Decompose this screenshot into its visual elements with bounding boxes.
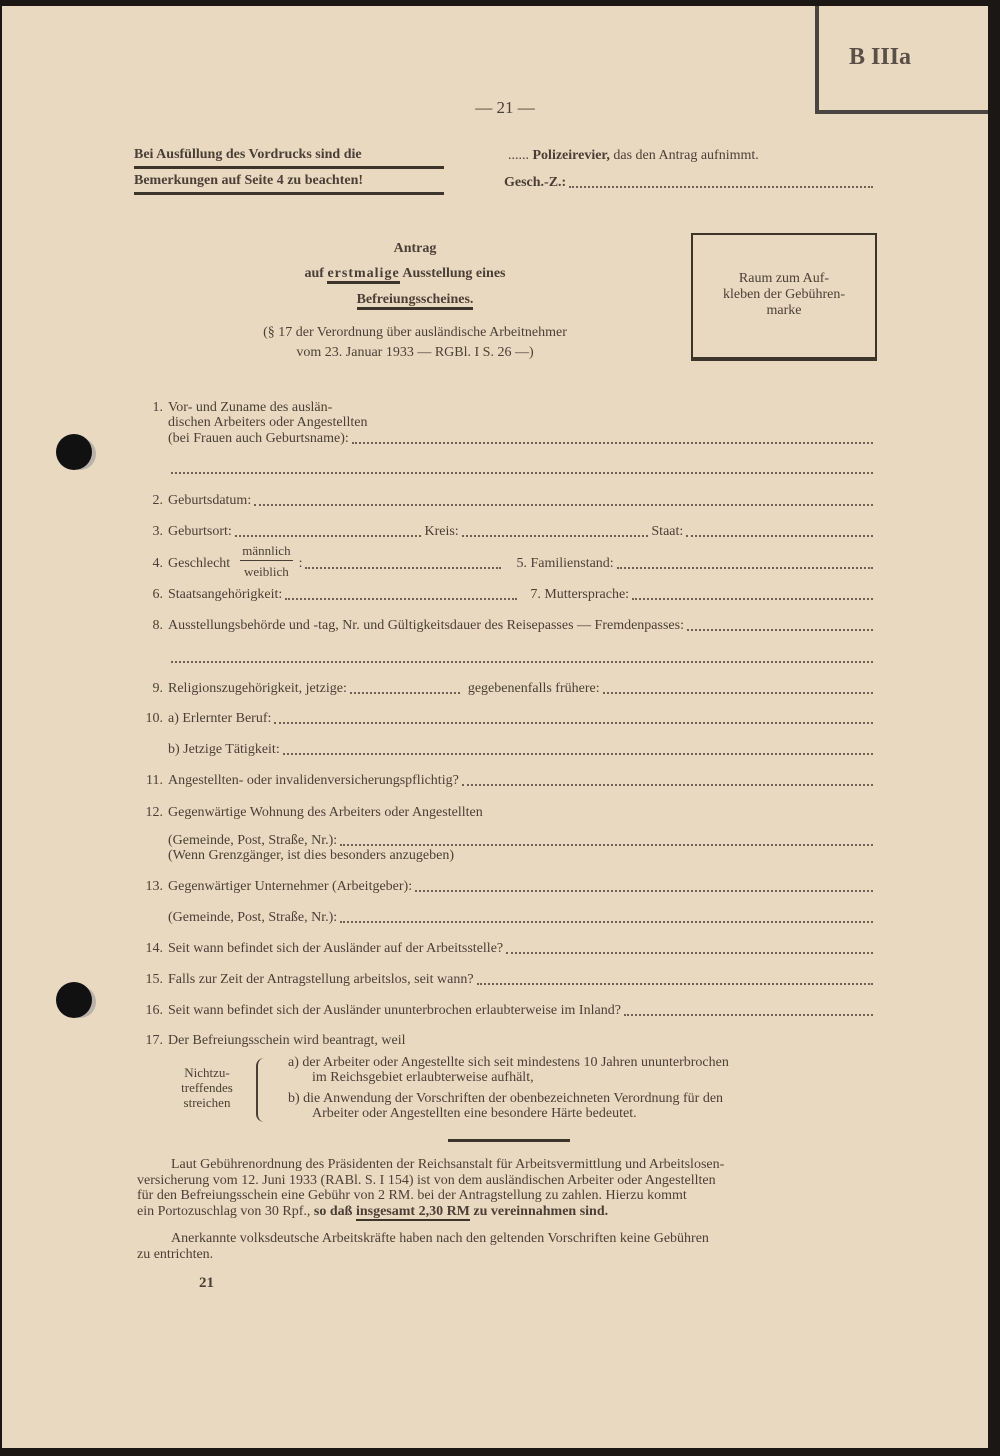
item-1-name-field-cont[interactable]: [135, 459, 876, 477]
label-text: Familienstand:: [530, 556, 614, 571]
text-line: Nichtzu-: [184, 1065, 230, 1080]
item-13-address-field[interactable]: [135, 908, 876, 926]
item-4-5-row[interactable]: [135, 543, 876, 579]
label-text: 7.: [530, 587, 541, 602]
item-number: 11.: [146, 773, 163, 788]
item-number: 15.: [145, 972, 163, 987]
corner-label-box: [815, 6, 988, 114]
label-text: Der Befreiungsschein wird beantragt, weil: [168, 1033, 406, 1048]
item-9-religion-field[interactable]: [135, 679, 876, 697]
label-text: Geschlecht: [168, 556, 231, 571]
corner-label: B IIIa: [849, 44, 912, 70]
police-station-line: [508, 146, 876, 164]
label-text: Polizeirevier,: [532, 148, 610, 163]
label-text: Muttersprache:: [544, 587, 630, 602]
item-3-birthplace-field[interactable]: [135, 522, 876, 540]
item-number: 8.: [152, 618, 163, 633]
label-text: Gegenwärtige Wohnung des Arbeiters oder Angestellten: [168, 805, 483, 820]
label-text: weiblich: [244, 564, 289, 579]
label-text: Gegenwärtiger Unternehmer (Arbeitgeber):: [168, 879, 413, 894]
dotted-fill-line: [477, 983, 873, 985]
dotted-fill-line: [340, 921, 873, 923]
title-line-1: Antrag: [393, 241, 437, 256]
dotted-fill-line: [283, 753, 873, 755]
label-text: Seit wann befindet sich der Ausländer ununterbrochen erlaubterweise im Inland?: [168, 1003, 621, 1018]
label-text: das den Antrag aufnimmt.: [613, 148, 759, 163]
label-text: b) Jetzige Tätigkeit:: [168, 742, 280, 757]
label-text: gegebenenfalls frühere:: [467, 681, 600, 696]
item-12-note: [135, 846, 876, 864]
dotted-fill-line: [687, 629, 873, 631]
dotted-fill-line: [617, 567, 873, 569]
item-number: 2.: [152, 493, 163, 508]
label-text: (Gemeinde, Post, Straße, Nr.):: [168, 833, 338, 848]
text-line: im Reichsgebiet erlaubterweise aufhält,: [312, 1070, 534, 1085]
item-15-field[interactable]: [135, 970, 876, 988]
label-text: Befreiungsscheines.: [357, 292, 474, 310]
label-text: Kreis:: [424, 524, 459, 539]
text-line: versicherung vom 12. Juni 1933 (RABl. S. I 154) ist von dem ausländischen Arbeiter oder Angestellten: [137, 1172, 716, 1188]
label-text: Staatsangehörigkeit:: [168, 587, 283, 602]
item-number: 4.: [152, 556, 163, 571]
text-line: Arbeiter oder Angestellten eine besondere Härte bedeutet.: [312, 1106, 637, 1121]
item-6-7-row[interactable]: [135, 585, 876, 603]
item-10a-profession-field[interactable]: [135, 709, 876, 727]
item-17-label: [135, 1031, 876, 1049]
label-text: Falls zur Zeit der Antragstellung arbeitslos, seit wann?: [168, 972, 474, 987]
text-line: Raum zum Auf-: [738, 271, 830, 286]
label-text: so daß: [313, 1203, 353, 1219]
label-text: dischen Arbeiters oder Angestellten: [168, 415, 368, 430]
page-number-top: — 21 —: [475, 98, 535, 117]
label-text: Geburtsort:: [168, 524, 232, 539]
brace-icon: [256, 1058, 266, 1122]
dotted-fill-line: [274, 722, 873, 724]
text-line: treffendes: [181, 1080, 233, 1095]
option-b[interactable]: [288, 1091, 880, 1121]
text-line: [137, 1204, 880, 1220]
dotted-fill-line: [632, 598, 873, 600]
fee-stamp-box: [691, 233, 877, 361]
text-line: für den Befreiungsschein eine Gebühr von 2 RM. bei der Antragstellung zu zahlen. Hierzu kommt: [137, 1188, 687, 1203]
label-text: auf: [304, 266, 324, 281]
item-1-name-field[interactable]: [135, 429, 876, 447]
item-13-employer-field[interactable]: [135, 877, 876, 895]
dotted-fill-line: [603, 692, 873, 694]
dotted-fill-line: [686, 535, 873, 537]
dotted-fill-line: [350, 692, 460, 694]
text-line: streichen: [183, 1095, 231, 1110]
notice-line-2: Bemerkungen auf Seite 4 zu beachten!: [134, 173, 444, 195]
label-text: a) Erlernter Beruf:: [168, 711, 272, 726]
dotted-fill-line: [506, 952, 873, 954]
item-number: 3.: [152, 524, 163, 539]
title-line-3: [310, 292, 520, 308]
label-text: (bei Frauen auch Geburtsname):: [168, 431, 349, 446]
divider: [448, 1139, 570, 1142]
label-text: insgesamt 2,30 RM: [355, 1203, 470, 1219]
label-text: 5.: [516, 556, 527, 571]
sex-options: [240, 543, 292, 579]
item-16-field[interactable]: [135, 1001, 876, 1019]
text-line: Laut Gebührenordnung des Präsidenten der Reichsanstalt für Arbeitsvermittlung und Arbeitslosen-: [171, 1157, 725, 1172]
text-line: kleben der Gebühren-: [722, 287, 846, 302]
item-number: 13.: [145, 879, 163, 894]
text-line: a) der Arbeiter oder Angestellte sich seit mindestens 10 Jahren ununterbrochen: [288, 1055, 729, 1070]
item-2-birthdate-field[interactable]: [135, 491, 876, 509]
item-number: 6.: [152, 587, 163, 602]
item-number: 16.: [145, 1003, 163, 1018]
label-text: Religionszugehörigkeit, jetzige:: [168, 681, 347, 696]
title-line-2: [240, 266, 570, 282]
strike-instruction: [165, 1065, 249, 1110]
label-text: erstmalige: [327, 266, 399, 284]
punch-hole: [56, 434, 92, 470]
fee-paragraph: [137, 1157, 880, 1219]
dotted-fill-line: [624, 1014, 873, 1016]
item-10b-occupation-field[interactable]: [135, 740, 876, 758]
label-text: Staat:: [651, 524, 684, 539]
item-11-insurance-field[interactable]: [135, 771, 876, 789]
item-number: 10.: [145, 711, 163, 726]
dotted-fill-line: [415, 890, 873, 892]
notice-line-1: Bei Ausfüllung des Vordrucks sind die: [134, 147, 444, 169]
dotted-fill-line: [171, 661, 873, 663]
legal-reference-2: vom 23. Januar 1933 — RGBl. I S. 26 —): [296, 345, 534, 360]
label-text: (Gemeinde, Post, Straße, Nr.):: [168, 910, 338, 925]
dotted-fill-line: [462, 784, 873, 786]
dotted-fill-line: [352, 442, 873, 444]
label-text: (Wenn Grenzgänger, ist dies besonders anzugeben): [168, 848, 454, 863]
label-text: männlich: [240, 543, 292, 561]
dotted-fill-line: [569, 186, 873, 188]
dotted-fill-line: [305, 567, 501, 569]
label-text: zu vereinnahmen sind.: [473, 1203, 609, 1219]
label-text: Vor- und Zuname des auslän-: [168, 400, 333, 415]
label-text: Seit wann befindet sich der Ausländer auf der Arbeitsstelle?: [168, 941, 504, 956]
dotted-fill-line: [285, 598, 517, 600]
label-text: Angestellten- oder invalidenversicherungspflichtig?: [168, 773, 459, 788]
item-number: 9.: [152, 681, 163, 696]
item-8-passport-field-cont[interactable]: [135, 648, 876, 666]
dotted-fill-line: [462, 535, 649, 537]
dotted-fill-line: [254, 504, 873, 506]
text-line: marke: [766, 303, 802, 318]
legal-reference-1: (§ 17 der Verordnung über ausländische Arbeitnehmer: [263, 325, 567, 340]
item-12-label: [135, 803, 876, 821]
label-text: Gesch.-Z.:: [504, 175, 567, 190]
item-14-field[interactable]: [135, 939, 876, 957]
item-number: 12.: [145, 805, 163, 820]
label-text: ......: [508, 148, 529, 163]
text-line: zu entrichten.: [137, 1246, 214, 1262]
option-a[interactable]: [288, 1055, 880, 1085]
dotted-fill-line: [235, 535, 422, 537]
text-line: b) die Anwendung der Vorschriften der obenbezeichneten Verordnung für den: [288, 1091, 724, 1106]
ethnic-german-note: [137, 1231, 880, 1262]
label-text: ein Portozuschlag von 30 Rpf.,: [137, 1203, 311, 1219]
text-line: Anerkannte volksdeutsche Arbeitskräfte haben nach den geltenden Vorschriften keine Gebühren: [171, 1231, 709, 1246]
dotted-fill-line: [171, 472, 873, 474]
label-text: Ausstellung eines: [402, 266, 506, 281]
page-number-bottom: 21: [199, 1275, 214, 1291]
reference-number-field[interactable]: [504, 173, 876, 191]
label-text: Ausstellungsbehörde und -tag, Nr. und Gültigkeitsdauer des Reisepasses — Fremdenpasses:: [168, 618, 684, 633]
item-number: 17.: [145, 1033, 163, 1048]
item-8-passport-field[interactable]: [135, 616, 876, 634]
item-number: 1.: [152, 400, 163, 415]
punch-hole: [56, 982, 92, 1018]
label-text: :: [298, 556, 303, 571]
label-text: Geburtsdatum:: [168, 493, 252, 508]
item-number: 14.: [145, 941, 163, 956]
